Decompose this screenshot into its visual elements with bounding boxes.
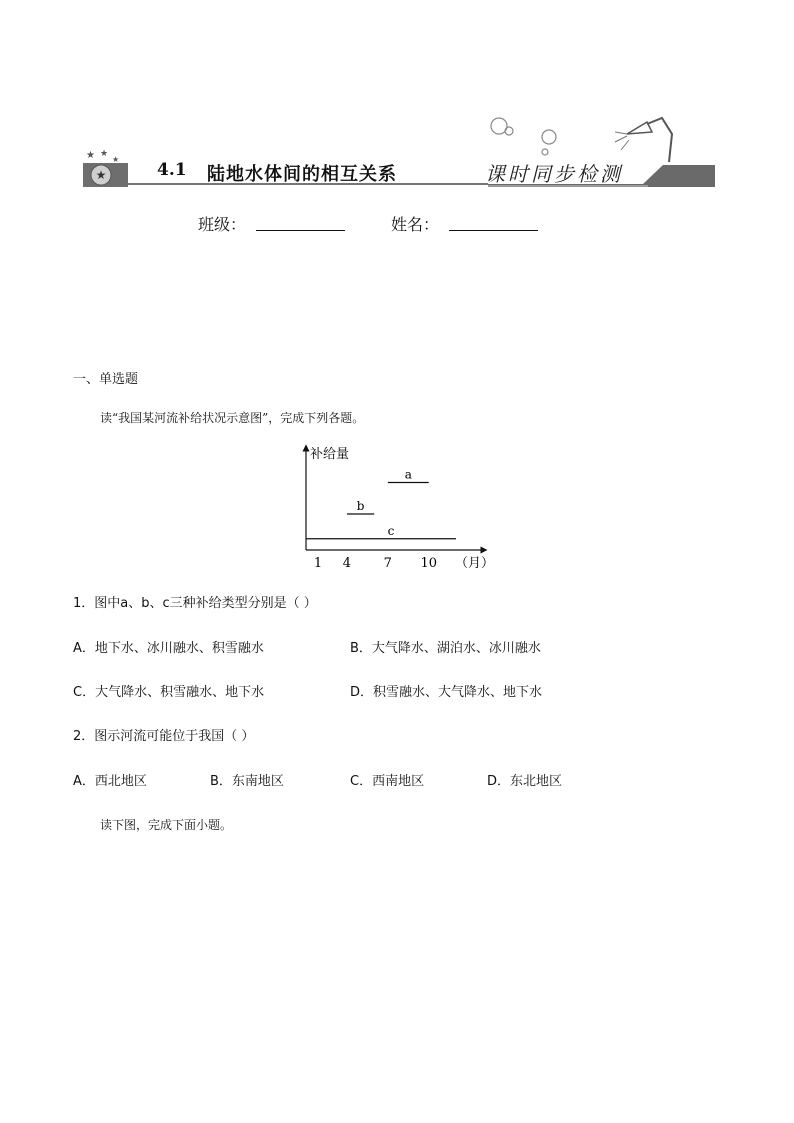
name-label: 姓名： xyxy=(391,215,440,234)
series-label-b: b xyxy=(356,499,365,513)
name-input-line[interactable] xyxy=(449,230,538,231)
x-tick-label: 1 xyxy=(313,556,323,571)
q2-option-d[interactable]: D．东北地区 xyxy=(487,774,563,789)
section-heading: 一、单选题 xyxy=(73,372,139,387)
q2-option-b[interactable]: B．东南地区 xyxy=(210,774,284,789)
class-label: 班级： xyxy=(198,215,247,234)
stars-icon xyxy=(80,146,130,166)
x-tick-label: 7 xyxy=(383,556,392,571)
student-info-fields xyxy=(198,212,558,236)
river-recharge-chart xyxy=(296,440,496,575)
q1-option-b[interactable]: B．大气降水、湖泊水、冰川融水 xyxy=(350,641,541,656)
q2-option-c[interactable]: C．西南地区 xyxy=(350,774,425,789)
q1-option-c[interactable]: C．大气降水、积雪融水、地下水 xyxy=(73,685,265,700)
question-1: 1．图中a、b、c三种补给类型分别是（ ） xyxy=(73,596,317,611)
section-number: 4.1 xyxy=(157,160,187,180)
svg-text:★: ★ xyxy=(100,149,109,159)
class-input-line[interactable] xyxy=(256,230,345,231)
series-label-c: c xyxy=(387,523,395,538)
intro-text-2: 读下图，完成下面小题。 xyxy=(100,818,233,832)
q1-option-a[interactable]: A．地下水、冰川融水、积雪融水 xyxy=(73,641,264,656)
header-badge: 课时同步检测 xyxy=(485,162,623,186)
x-axis-label: （月） xyxy=(455,556,495,571)
svg-text:★: ★ xyxy=(112,155,120,164)
question-2: 2．图示河流可能位于我国（ ） xyxy=(73,729,255,744)
series-label-a: a xyxy=(404,467,412,482)
svg-text:★: ★ xyxy=(86,150,95,161)
x-tick-label: 4 xyxy=(342,556,352,571)
x-tick-label: 10 xyxy=(420,556,438,571)
decorative-lamp-graphic xyxy=(487,114,697,164)
svg-text:★: ★ xyxy=(95,168,107,182)
page-title: 陆地水体间的相互关系 xyxy=(207,164,397,185)
intro-text: 读“我国某河流补给状况示意图”，完成下列各题。 xyxy=(100,411,365,425)
q1-option-d[interactable]: D．积雪融水、大气降水、地下水 xyxy=(350,685,543,700)
q2-option-a[interactable]: A．西北地区 xyxy=(73,774,147,789)
y-axis-label: 补给量 xyxy=(310,447,350,462)
